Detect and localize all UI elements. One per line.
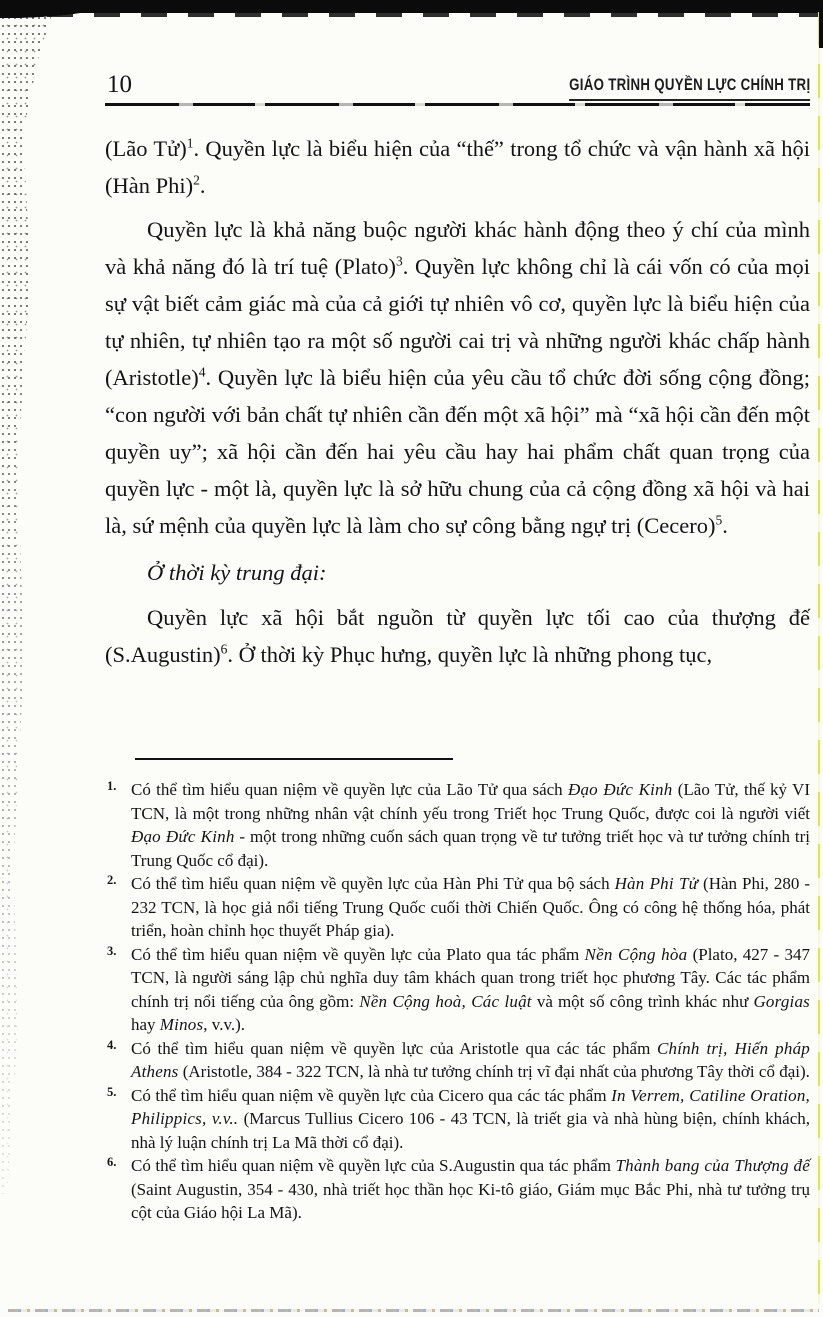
- footnote-text: Có thể tìm hiểu quan niệm về quyền lực của Aristotle qua các tác phẩm Chính trị, Hiến pháp Athens (Aristotle, 384 - 322 TCN, là nhà tư tưởng chính trị vĩ đại nhất của phương Tây thời cổ đại).: [131, 1038, 810, 1081]
- scan-right-edge-line: [818, 12, 820, 1304]
- header-rule: [105, 103, 810, 106]
- page-content: [105, 0, 810, 680]
- footnote: [105, 778, 810, 872]
- body-paragraph: Quyền lực là khả năng buộc người khác hành động theo ý chí của mình và khả năng đó là trí tuệ (Plato)$^3$. Quyền lực không chỉ là cái vốn có của mọi sự vật biết cảm giác mà của cả giới tự nhiên vô cơ, quyền lực là biểu hiện của tự nhiên, tự nhiên tạo ra một số người cai trị và những người khác chấp hành (Aristotle)$^4$. Quyền lực là biểu hiện của yêu cầu tổ chức đời sống cộng đồng; “con người với bản chất tự nhiên cần đến một xã hội” mà “xã hội cần đến một quyền uy”; xã hội cần đến hai yêu cầu hay hai phẩm chất quan trọng của quyền lực - một là, quyền lực là sở hữu chung của cả cộng đồng xã hội và hai là, sứ mệnh của quyền lực là làm cho sự công bằng ngự trị (Cecero)$^5$.: [105, 217, 810, 538]
- footnotes-section: [105, 758, 810, 1225]
- page-number: 10: [107, 71, 132, 98]
- scan-right-top-artifact: [819, 0, 823, 48]
- footnote-number: 2.: [107, 873, 117, 887]
- page-header: [105, 72, 810, 101]
- scan-bottom-edge-line: [8, 1309, 819, 1312]
- body-text: [105, 130, 810, 673]
- footnote: [105, 1154, 810, 1225]
- running-title: GIÁO TRÌNH QUYỀN LỰC CHÍNH TRỊ: [569, 75, 810, 101]
- body-paragraph: (Lão Tử)$^1$. Quyền lực là biểu hiện của “thế” trong tổ chức và vận hành xã hội (Hàn Phi)$^2$.: [105, 135, 810, 198]
- footnote: [105, 943, 810, 1037]
- body-paragraph: Quyền lực xã hội bắt nguồn từ quyền lực tối cao của thượng đế (S.Augustin)$^6$. Ở thời kỳ Phục hưng, quyền lực là những phong tục,: [105, 605, 810, 667]
- footnote-number: 4.: [107, 1037, 117, 1052]
- footnote-text: Có thể tìm hiểu quan niệm về quyền lực của Hàn Phi Tử qua bộ sách Hàn Phi Tử (Hàn Phi, 280 - 232 TCN, là học giả nổi tiếng Trung Quốc cuối thời Chiến Quốc. Ông có công hệ thống hóa, phát triển, hoàn chỉnh học thuyết Pháp gia).: [131, 874, 810, 940]
- footnote-text: Có thể tìm hiểu quan niệm về quyền lực của Plato qua tác phẩm Nền Cộng hòa (Plato, 427 - 347 TCN, là người sáng lập chủ nghĩa duy tâm khách quan trong triết học phương Tây. Các tác phẩm chính trị nổi tiếng của ông gồm: Nền Cộng hoà, Các luật và một số công trình khác như Gorgias hay Minos, v.v.).: [131, 944, 811, 1034]
- footnote-text: Có thể tìm hiểu quan niệm về quyền lực của Cicero qua các tác phẩm In Verrem, Catiline Oration, Philippics, v.v.. (Marcus Tullius Cicero 106 - 43 TCN, là triết gia và nhà hùng biện, chính khách, nhà lý luận chính trị La Mã thời cổ đại).: [131, 1085, 811, 1152]
- footnote: [105, 1037, 810, 1084]
- footnote: [105, 872, 810, 943]
- footnote-number: 5.: [107, 1084, 117, 1099]
- footnote-separator: [135, 758, 453, 760]
- footnote-list: [105, 778, 810, 1225]
- footnote: [105, 1084, 810, 1155]
- footnote-number: 3.: [107, 943, 117, 958]
- scan-left-noise-artifact: [0, 14, 52, 1194]
- footnote-text: Có thể tìm hiểu quan niệm về quyền lực của S.Augustin qua tác phẩm Thành bang của Thượng đế (Saint Augustin, 354 - 430, nhà triết học thần học Ki-tô giáo, Giám mục Bắc Phi, nhà tư tưởng trụ cột của Giáo hội La Mã).: [131, 1156, 810, 1222]
- body-paragraph: Ở thời kỳ trung đại:: [147, 560, 327, 585]
- footnote-number: 6.: [107, 1155, 117, 1169]
- footnote-number: 1.: [107, 779, 117, 793]
- footnote-text: Có thể tìm hiểu quan niệm về quyền lực của Lão Tử qua sách Đạo Đức Kinh (Lão Tử, thế kỷ VI TCN, là một trong những nhân vật chính yếu trong Triết học Trung Quốc, được coi là người viết Đạo Đức Kinh - một trong những cuốn sách quan trọng về tư tưởng triết học và tư tưởng chính trị Trung Quốc cổ đại).: [131, 780, 810, 870]
